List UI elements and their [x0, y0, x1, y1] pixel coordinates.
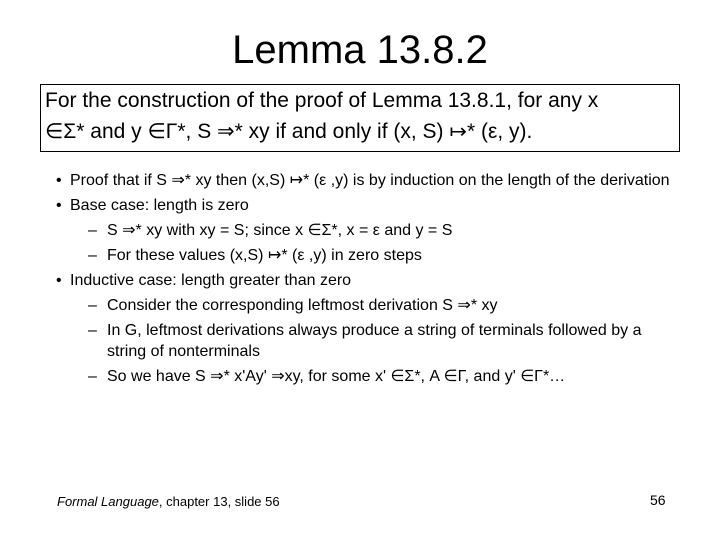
list-item [52, 195, 682, 216]
list-item [52, 270, 682, 291]
footer-chapter-slide: , chapter 13, slide 56 [158, 494, 280, 509]
lemma-statement-line-1: For the construction of the proof of Lemma 13.8.1, for any x [45, 89, 599, 112]
lemma-statement-box [40, 84, 680, 152]
bullet-text: Inductive case: length greater than zero [70, 272, 352, 289]
list-item [52, 295, 682, 316]
bullet-text: In G, leftmost derivations always produce a string of terminals followed by a string of nonterminals [107, 322, 642, 360]
bullet-text: So we have S ⇒* x'Ay' ⇒xy, for some x' ∈Σ*, A ∈Γ, and y' ∈Γ*… [107, 368, 566, 385]
bullet-marker: • [56, 197, 62, 214]
page-number: 56 [650, 492, 666, 508]
bullet-text: Consider the corresponding leftmost derivation S ⇒* xy [107, 297, 498, 314]
list-item [52, 245, 682, 266]
list-item [52, 320, 682, 362]
dash-marker: – [88, 222, 97, 239]
bullet-text: Proof that if S ⇒* xy then (x,S) ↦* (ε ,y) is by induction on the length of the derivation [70, 172, 670, 189]
list-item [52, 366, 682, 387]
lemma-statement-line-2: ∈Σ* and y ∈Γ*, S ⇒* xy if and only if (x, S) ↦* (ε, y). [45, 120, 533, 143]
list-item [52, 220, 682, 241]
bullet-marker: • [56, 172, 62, 189]
dash-marker: – [88, 247, 97, 264]
dash-marker: – [88, 297, 97, 314]
dash-marker: – [88, 368, 97, 385]
bullet-text: Base case: length is zero [70, 197, 249, 214]
bullet-text: For these values (x,S) ↦* (ε ,y) in zero steps [107, 247, 422, 264]
footer-book-title: Formal Language [57, 494, 159, 509]
slide-title: Lemma 13.8.2 [232, 28, 488, 72]
bullet-text: S ⇒* xy with xy = S; since x ∈Σ*, x = ε and y = S [107, 222, 453, 239]
bullet-marker: • [56, 272, 62, 289]
dash-marker: – [88, 322, 97, 339]
list-item [52, 170, 682, 191]
slide-footer [57, 494, 280, 509]
bullet-list [52, 170, 682, 387]
